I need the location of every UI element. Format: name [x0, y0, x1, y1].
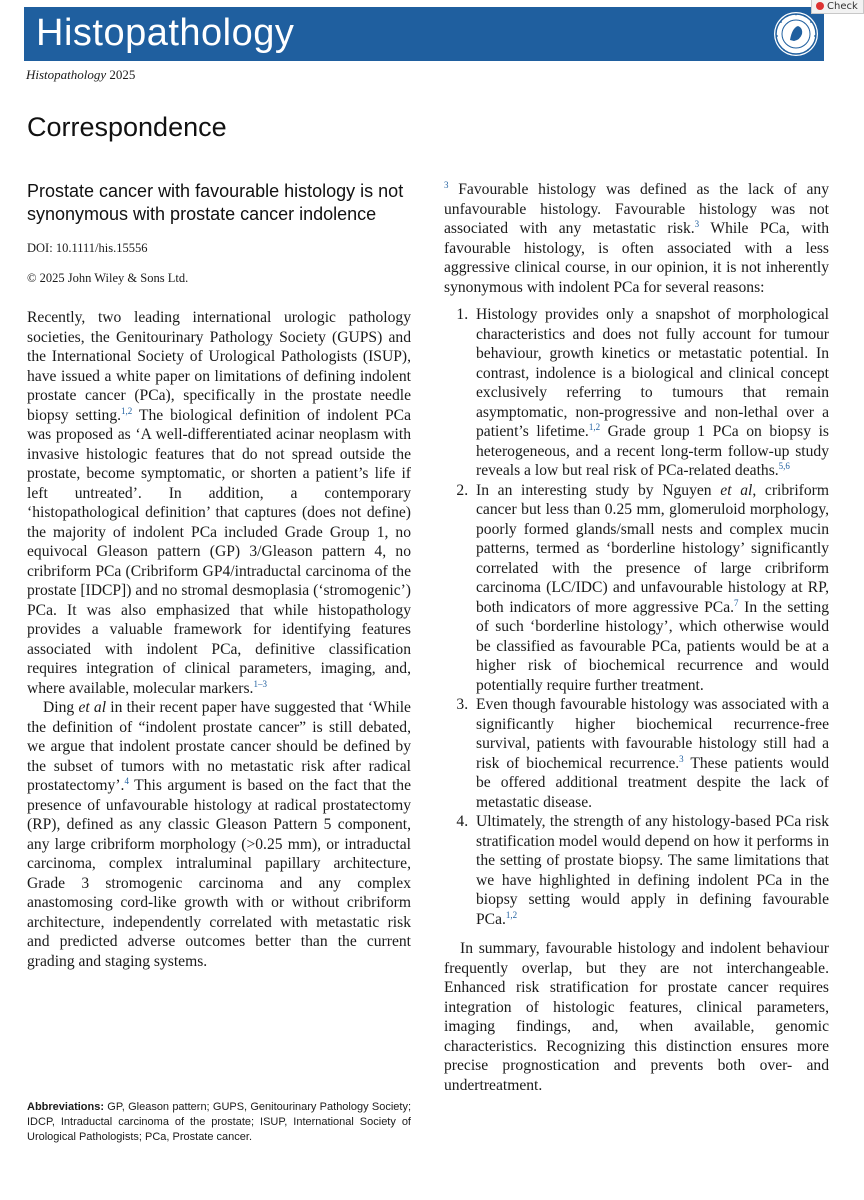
- reason-2-text-c: In the setting of such ‘borderline histology’, which otherwise would be classified as favourable PCa, patients would be at a higher risk of biochemical recurrence and would potentially require further treatment.: [476, 598, 829, 694]
- reason-2-text-b: , cribriform cancer but less than 0.25 mm, glomeruloid morphology, poorly formed glands/small nests and complex mucin patterns, termed as ‘borderline histology’ significantly correlated with the presence of large cribriform carcinoma (LC/IDC) and unfavourable histology at RP, both indicators of more aggressive PCa.: [476, 481, 829, 616]
- badge-label: Check: [827, 1, 858, 12]
- right-column: [444, 180, 829, 1095]
- section-heading: Correspondence: [27, 112, 227, 142]
- citation-link[interactable]: 1,2: [505, 909, 518, 920]
- citation-link[interactable]: 3: [694, 219, 700, 229]
- reason-3-text-b: These patients would be offered additional treatment despite the lack of metastatic disease.: [476, 754, 829, 811]
- p2-text-d: Favourable histology was defined as the lack of any unfavourable histology. Favourable histology was not associated with any metastatic risk.: [444, 181, 829, 237]
- p2-text-e: While PCa, with favourable histology, is often associated with a less aggressive clinical course, in our opinion, it is not inherently synonymous with indolent PCa for several reasons:: [444, 220, 829, 296]
- doi-line[interactable]: [27, 240, 411, 256]
- citation-link[interactable]: 5,6: [778, 461, 790, 471]
- article-title: Prostate cancer with favourable histology is not synonymous with prostate cancer indolence: [27, 181, 404, 224]
- p2-italic: et al: [78, 699, 107, 716]
- doi[interactable]: DOI: 10.1111/his.15556: [27, 241, 148, 255]
- p1-text-a: Recently, two leading international urologic pathology societies, the Genitourinary Pathology Society (GUPS) and the International Society of Urological Pathologists (ISUP), have issued a white paper on limitations of defining indolent prostate cancer (PCa), specifically in the prostate needle biopsy setting.: [27, 309, 411, 424]
- citation-link[interactable]: 3: [679, 753, 684, 764]
- journal-year: 2025: [109, 67, 136, 82]
- list-item: [472, 695, 829, 812]
- p2-text-a: Ding: [43, 699, 79, 716]
- citation-link[interactable]: 1–3: [253, 678, 267, 689]
- citation-link[interactable]: 1,2: [121, 405, 133, 416]
- reason-3-text-a: Even though favourable histology was associated with a significantly higher biochemical recurrence-free survival, patients with favourable histology still had a risk of biochemical recurrence.: [476, 696, 829, 772]
- journal-name-italic: Histopathology: [26, 67, 107, 82]
- reason-1-text-b: Grade group 1 PCa on biopsy is heterogeneous, and a recent long-term follow-up study reveals a low but real risk of PCa-related deaths.: [476, 423, 829, 479]
- left-column: [27, 180, 411, 971]
- abbreviations-label: Abbreviations:: [27, 1101, 105, 1113]
- check-updates-icon: [816, 2, 824, 10]
- abbreviations-text: GP, Gleason pattern; GUPS, Genitourinary Pathology Society; IDCP, Intraductal carcinoma of the prostate; ISUP, International Society of Urological Pathologists; PCa, Prostate cancer.: [27, 1101, 411, 1143]
- update-check-badge[interactable]: [811, 0, 864, 14]
- list-item: [472, 481, 829, 696]
- society-seal-icon: [772, 10, 820, 58]
- copyright-line: © 2025 John Wiley & Sons Ltd.: [27, 271, 189, 285]
- citation-link[interactable]: 3: [444, 180, 449, 190]
- p2-text-b: in their recent paper have suggested that ‘While the definition of “indolent prostate cancer” is still debated, we argue that indolent prostate cancer should be defined by the subset of tumors with no metastatic risk after radical prostatectomy’.: [27, 699, 411, 794]
- list-item: [472, 305, 829, 481]
- citation-link[interactable]: 7: [734, 597, 739, 608]
- reason-2-text-a: In an interesting study by Nguyen: [476, 481, 721, 499]
- reason-2-italic: et al: [720, 481, 753, 499]
- body-paragraph-1: [27, 308, 411, 698]
- p2-text-c: This argument is based on the fact that the presence of unfavourable histology at radical prostatectomy (RP), defined as any classic Gleason Pattern 5 component, any large cribriform morphology (>0.25 mm), or intraductal carcinoma, complex intraluminal papillary architecture, Grade 3 stromogenic carcinoma and any complex anastomosing cord-like growth with or without cribriform architecture, independently correlated with metastatic risk and predicted adverse outcomes better than the current grading and staging systems.: [27, 777, 411, 970]
- reason-4-text-a: Ultimately, the strength of any histology-based PCa risk stratification model would depend on how it performs in the setting of prostate biopsy. The same limitations that we have highlighted in defining indolent PCa in the biopsy setting would apply in defining favourable PCa.: [476, 813, 829, 928]
- p1-text-b: The biological definition of indolent PCa was proposed as ‘A well-differentiated acinar neoplasm with invasive histologic features that do not spread outside the prostate, become symptomatic, or shorten a patient’s life if left untreated’. In addition, a contemporary ‘histopathological definition’ that captures (does not define) the majority of indolent PCa included Grade Group 1, no equivocal Gleason pattern (GP) 3/Gleason pattern 4, no cribriform PCa (Cribriform GP4/intraductal carcinoma of the prostate [IDCP]) and no stromal desmoplasia (‘stromogenic’) PCa. It was also emphasized that while histopathology provides a valuable framework for identifying features associated with indolent PCa, definitive classification requires integration of clinical parameters, imaging, and, where available, molecular markers.: [27, 406, 411, 697]
- citation-link[interactable]: 4: [124, 776, 129, 786]
- citation-link[interactable]: 1,2: [588, 422, 601, 432]
- body-paragraph-2: [27, 698, 411, 971]
- summary-paragraph: In summary, favourable histology and indolent behaviour frequently overlap, but they are not interchangeable. Enhanced risk stratification for prostate cancer requires integration of histologic features, clinical parameters, imaging findings, and, when available, genomic characteristics. Recognizing this distinction ensures more precise prognostication and prevents both over- and undertreatment.: [444, 940, 829, 1094]
- list-item: [472, 812, 829, 929]
- abbreviations-footnote: [27, 1100, 411, 1145]
- journal-citation-line: [26, 67, 135, 83]
- journal-name: Histopathology: [36, 12, 295, 54]
- reasons-list: [444, 305, 829, 929]
- reason-1-text-a: Histology provides only a snapshot of morphological characteristics and does not fully account for tumour behaviour, growth kinetics or metastatic potential. In contrast, indolence is a biological and clinical concept exclusively referring to tumours that remain asymptomatic, non-progressive and non-lethal over a patient’s lifetime.: [476, 306, 829, 440]
- journal-banner: [24, 7, 824, 61]
- body-paragraph-2-continued: [444, 180, 829, 297]
